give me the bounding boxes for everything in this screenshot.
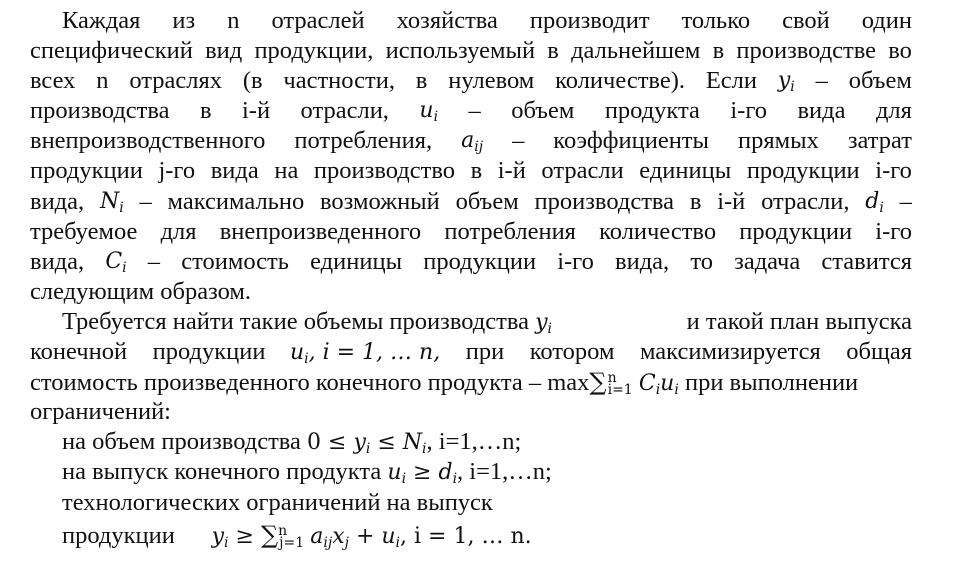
word: конечной [30, 338, 128, 366]
word: – [512, 127, 525, 155]
word: в [689, 187, 702, 215]
word: отраслях [129, 67, 222, 95]
word: количестве). [555, 67, 686, 95]
word: дальнейшем [571, 37, 701, 65]
word: всех [30, 67, 76, 95]
word: продукции, [254, 37, 374, 65]
word: производство [313, 157, 455, 185]
constraint-production: на объем производства $0 \le y_i \le N_i$, i=1,…n; [62, 428, 522, 458]
word: потребления, [294, 127, 433, 155]
word: прямых [737, 127, 819, 155]
word: возможный [320, 187, 440, 215]
word: i-го [557, 247, 594, 275]
math-var: $y_i$ [535, 309, 552, 337]
word: то [690, 247, 713, 275]
word: количество [599, 217, 717, 245]
word: в [712, 37, 725, 65]
word: общая [846, 338, 912, 366]
word: только [681, 7, 751, 34]
word: единицы [639, 157, 732, 185]
math-var: $d_i$ [865, 188, 884, 216]
word: задача [734, 247, 801, 275]
word: внепроизведенного [219, 217, 422, 245]
word: производстве [736, 37, 877, 65]
word: n [227, 7, 240, 34]
word: i-й [717, 187, 746, 215]
word: используемый [385, 37, 536, 65]
word: производит [529, 7, 650, 34]
paragraph-2-line-1 [30, 307, 912, 337]
word: затрат [847, 127, 912, 155]
word: в [470, 157, 483, 185]
word: на [274, 157, 299, 185]
paragraph-1-last-line: следующим образом. [30, 277, 252, 305]
word: продукта [604, 97, 700, 125]
word: при [465, 338, 505, 366]
word: объем [848, 67, 912, 95]
objective-expression: $C_iu_i$ [638, 371, 679, 399]
word: котором [529, 338, 615, 366]
word: объем [455, 187, 519, 215]
paragraph-1-line [30, 126, 912, 156]
word: для [875, 97, 912, 125]
word: ставится [821, 247, 912, 275]
math-var: $y_i$ [777, 68, 795, 96]
math-var: $a_{ij}$ [461, 128, 484, 156]
paragraph-2-line-2 [30, 337, 912, 367]
word: продукции [30, 157, 143, 185]
word: – [899, 187, 912, 215]
word: внепроизводственного [30, 127, 266, 155]
word: свой [782, 7, 830, 34]
word: – [139, 187, 152, 215]
word: стоимость [181, 247, 289, 275]
word: производства [534, 187, 675, 215]
word: один [861, 7, 912, 34]
word: (в [242, 67, 263, 95]
sum-symbol: ∑ [589, 368, 607, 397]
math-var: $u_i$ [419, 98, 439, 126]
constraint-final-output: на выпуск конечного продукта $u_i \ge d_i$, i=1,…n; [62, 458, 552, 488]
math-var: $N_i$ [99, 188, 124, 216]
word: требуемое [30, 217, 138, 245]
word: потребления [444, 217, 576, 245]
word: отраслей [271, 7, 365, 34]
word: единицы [310, 247, 403, 275]
word: вида [210, 157, 259, 185]
word: в [415, 67, 428, 95]
paragraph-1-line [30, 96, 912, 126]
paragraph-2-line-4: ограничений: [30, 398, 171, 426]
constraint-technological-formula: продукции $y_i \ge \sum^n_{j=1}$ $a_{ij}x_j + u_i$, i = 1, … n. [62, 520, 532, 551]
word: вида, [615, 247, 670, 275]
paragraph-1-line [30, 156, 912, 186]
word: максимизируется [639, 338, 821, 366]
word: j-го [158, 157, 196, 185]
word: n [96, 67, 109, 95]
word: вид [205, 37, 243, 65]
word: в [199, 97, 212, 125]
word: хозяйства [396, 7, 498, 34]
word: – [815, 67, 828, 95]
constraint-technological-label: технологических ограничений на выпуск [62, 488, 493, 516]
word: отрасли, [761, 187, 850, 215]
text-segment: Требуется найти такие объемы производства [62, 307, 529, 335]
word: i-го [730, 97, 768, 125]
paragraph-1-line [30, 6, 912, 36]
word: из [172, 7, 196, 34]
word: i-го [875, 157, 912, 185]
word: продукции [739, 217, 853, 245]
text-segment: и такой план выпуска [686, 307, 912, 335]
word: Каждая [62, 7, 141, 34]
word: i-й [242, 97, 271, 125]
word: коэффициенты [553, 127, 709, 155]
word: отрасли, [300, 97, 389, 125]
word: в [547, 37, 559, 65]
word: i-го [875, 217, 912, 245]
math-var: $C_i$ [105, 248, 127, 276]
word: производства [30, 97, 170, 125]
word: специфический [30, 37, 193, 65]
paragraph-2-line-3: стоимость произведенного конечного продукта – max∑$^n_{i=1}$ $C_iu_i$ при выполнении [30, 368, 859, 399]
word: максимально [167, 187, 305, 215]
word: для [160, 217, 197, 245]
sum-limits: $^n_{i=1}$ [607, 370, 633, 399]
word: вида, [30, 247, 85, 275]
word: – [147, 247, 161, 275]
word: продукции [423, 247, 537, 275]
word: нулевом [448, 67, 535, 95]
paragraph-1-line [30, 66, 912, 96]
word: Если [705, 67, 758, 95]
word: вида [797, 97, 846, 125]
word: частности, [283, 67, 395, 95]
word: во [888, 37, 912, 65]
word: продукции [746, 157, 860, 185]
word: вида, [30, 187, 85, 215]
paragraph-1-line [30, 247, 912, 277]
word: отрасли [541, 157, 624, 185]
word: i-й [497, 157, 526, 185]
word: объем [511, 97, 575, 125]
paragraph-1-line [30, 217, 912, 247]
document-page [30, 6, 912, 552]
paragraph-1 [30, 6, 912, 277]
paragraph-1-line [30, 36, 912, 66]
word-with-math: продукции $u_i$, i = 1, … n, [152, 338, 441, 368]
paragraph-1-line [30, 187, 912, 217]
word: – [468, 97, 481, 125]
